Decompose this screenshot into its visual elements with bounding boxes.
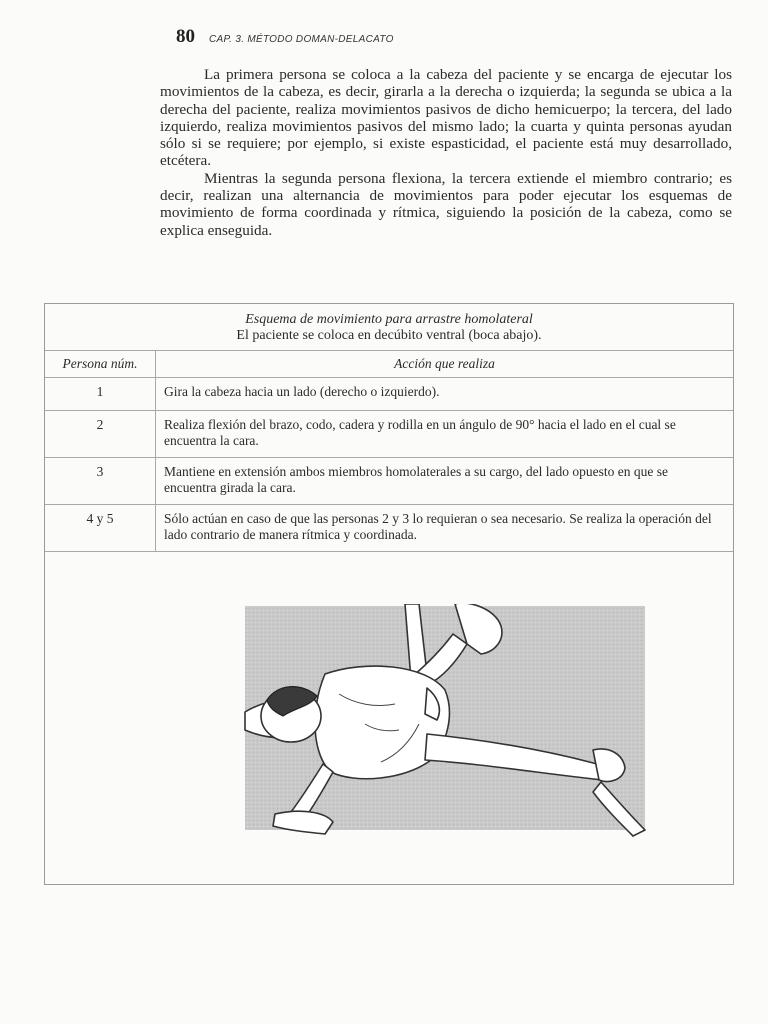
table-caption	[45, 304, 733, 351]
action-text: Realiza flexión del brazo, codo, cadera y rodilla en un ángulo de 90° hacia el lado en el cual se encuentra la cara.	[156, 411, 734, 458]
page-number: 80	[176, 26, 195, 47]
movement-scheme-table	[45, 304, 733, 552]
caption-row	[45, 304, 733, 351]
table-title: Esquema de movimiento para arrastre homolateral	[245, 312, 533, 327]
action-text: Gira la cabeza hacia un lado (derecho o izquierdo).	[156, 378, 734, 411]
person-number: 2	[45, 411, 156, 458]
table-row	[45, 505, 733, 552]
person-number: 1	[45, 378, 156, 411]
table-row	[45, 378, 733, 411]
paragraph: Mientras la segunda persona flexiona, la tercera extiende el miembro contrario; es decir, realizan una alternancia de movimientos para poder ejecutar los esquemas de movimiento de forma coordinada y rítmica, siguiendo la posición de la cabeza, como se explica enseguida.	[160, 169, 732, 239]
action-text: Sólo actúan en caso de que las personas 2 y 3 lo requieran o sea necesario. Se realiza la operación del lado contrario de manera rítmica y coordinada.	[156, 505, 734, 552]
table-row	[45, 458, 733, 505]
table-row	[45, 411, 733, 458]
person-number: 3	[45, 458, 156, 505]
body-text	[160, 66, 732, 239]
illustration-svg	[205, 604, 665, 844]
column-header-person: Persona núm.	[45, 351, 156, 378]
movement-scheme-box	[44, 303, 734, 885]
action-text: Mantiene en extensión ambos miembros homolaterales a su cargo, del lado opuesto en que se encuentra girada la cara.	[156, 458, 734, 505]
header-row	[45, 351, 733, 378]
table-subtitle: El paciente se coloca en decúbito ventral (boca abajo).	[236, 328, 542, 343]
paragraph: La primera persona se coloca a la cabeza del paciente y se encarga de ejecutar los movimientos de la cabeza, es decir, girarla a la derecha o izquierda; la segunda se ubica a la derecha del paciente, realiza movimientos pasivos de dicho hemicuerpo; la tercera, del lado izquierdo, realiza movimientos pasivos del mismo lado; la cuarta y quinta personas ayudan sólo si se requiere; por ejemplo, si existe espasticidad, el paciente está muy desarrollado, etcétera.	[160, 66, 732, 170]
column-header-action: Acción que realiza	[156, 351, 734, 378]
person-number: 4 y 5	[45, 505, 156, 552]
running-head: CAP. 3. MÉTODO DOMAN-DELACATO	[209, 34, 394, 45]
crawling-illustration	[205, 604, 665, 844]
page-header	[176, 26, 394, 48]
